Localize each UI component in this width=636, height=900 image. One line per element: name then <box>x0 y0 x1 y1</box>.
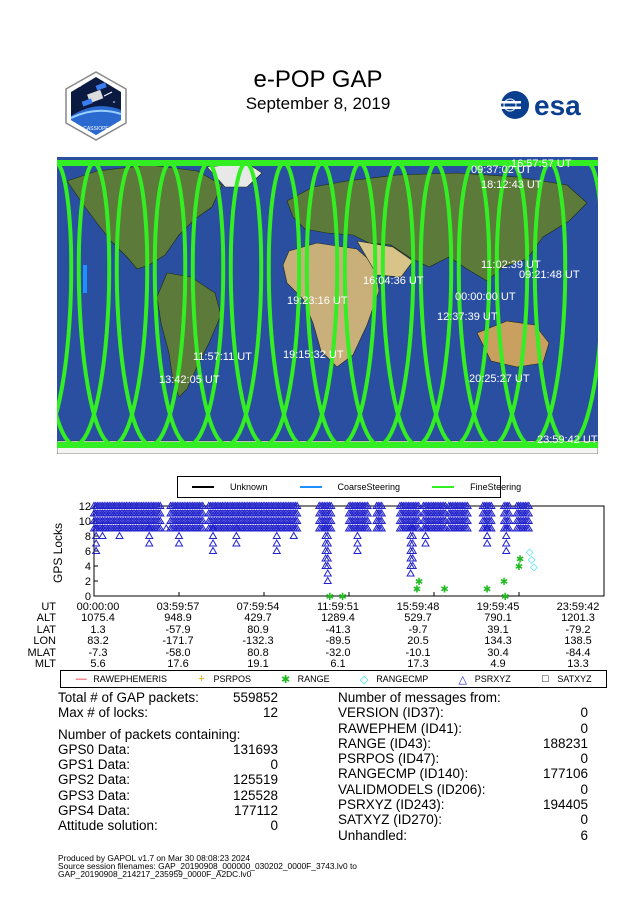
psrxyz-point <box>290 533 297 539</box>
psrxyz-point <box>354 533 361 539</box>
stat-label: GPS1 Data: <box>58 757 131 773</box>
psrxyz-point <box>210 548 217 554</box>
stat-value: 177106 <box>542 766 588 782</box>
orbit-cell: 1075.4 <box>81 612 115 625</box>
orbit-cell: 1201.3 <box>561 612 595 625</box>
legend-label-coarse: CoarseSteering <box>337 482 401 492</box>
legend-label-fine: FineSteering <box>470 482 522 492</box>
stat-value: 177112 <box>233 803 278 819</box>
stat-row <box>338 705 588 720</box>
orbit-cell: -57.9 <box>165 623 191 636</box>
psrxyz-marker-icon: △ <box>458 673 467 686</box>
psrxyz-point <box>176 540 183 546</box>
stat-label: GPS4 Data: <box>58 803 131 819</box>
psrxyz-point <box>422 533 429 539</box>
orbit-cell: 5.6 <box>90 657 106 670</box>
orbit-cell: 23:59:42 <box>556 601 600 613</box>
time-label: 19:23:16 UT <box>287 295 348 307</box>
psrxyz-point <box>324 570 331 576</box>
psrxyz-point <box>210 540 217 546</box>
orbit-cell: 17.3 <box>407 657 429 670</box>
stat-row <box>338 751 588 766</box>
stat-value: 125528 <box>232 787 278 803</box>
orbit-map <box>57 157 598 454</box>
stat-row <box>58 757 278 772</box>
rawephemeris-marker-icon: — <box>75 673 87 685</box>
satxyz-marker-icon: □ <box>542 673 549 685</box>
orbit-cell: -58.0 <box>165 646 191 659</box>
stat-value: 194405 <box>542 797 588 813</box>
legend-item-range <box>280 673 330 686</box>
orbit-parameter-table <box>20 602 618 670</box>
stat-label: GPS0 Data: <box>58 741 131 757</box>
legend-item-rawephemeris <box>75 673 167 685</box>
chart-marks <box>91 503 539 604</box>
legend-item-unknown <box>192 482 268 492</box>
orbit-cell: 80.9 <box>247 623 269 636</box>
orbit-cell: 30.4 <box>487 646 509 659</box>
range-point: ✱ <box>515 554 525 566</box>
legend-label-rawephemeris: RAWEPHEMERIS <box>93 674 167 684</box>
stat-value: 0 <box>580 720 588 736</box>
rangecmp-marker-icon: ◇ <box>359 673 369 686</box>
legend-label-range: RANGE <box>297 674 330 684</box>
range-point: ✱ <box>414 577 424 588</box>
stat-row <box>338 736 588 751</box>
psrxyz-point <box>210 533 217 539</box>
legend-label-unknown: Unknown <box>230 482 268 492</box>
orbit-cell: 19.1 <box>247 657 269 670</box>
page-date: September 8, 2019 <box>245 94 391 113</box>
footer <box>58 854 357 879</box>
orbit-cell: 1.3 <box>90 623 106 636</box>
orbit-cell: 429.7 <box>244 612 272 625</box>
legend-label-satxyz: SATXYZ <box>557 674 592 684</box>
range-point: ✱ <box>325 592 335 603</box>
y-tick-label: 4 <box>84 561 91 573</box>
time-label: 18:12:43 UT <box>481 179 542 191</box>
stat-value: 0 <box>270 818 278 834</box>
orbit-cell: -89.5 <box>325 635 351 648</box>
orbit-cell: 4.9 <box>490 657 506 670</box>
psrxyz-point <box>484 540 491 546</box>
psrxyz-point <box>116 533 123 539</box>
orbit-cell: 138.5 <box>564 635 592 648</box>
footer-produced-by: Produced by GAPOL v1.7 on Mar 30 08:08:23 2024 <box>58 853 250 863</box>
psrxyz-point <box>176 533 183 539</box>
stat-row <box>58 705 278 720</box>
time-label: 23:59:42 UT <box>537 434 598 446</box>
range-point: ✱ <box>514 562 524 573</box>
orbit-cell: 1289.4 <box>321 612 355 625</box>
orbit-cell: 03:59:57 <box>156 601 200 613</box>
orbit-cell: 17.6 <box>167 657 189 670</box>
legend-item-psrxyz <box>457 673 511 686</box>
psrxyz-point <box>354 548 361 554</box>
stat-label: Number of packets containing: <box>58 726 241 742</box>
stat-row <box>58 818 278 833</box>
page-title: e-POP GAP <box>253 66 383 93</box>
stat-label: Attitude solution: <box>58 818 158 834</box>
stat-label: Number of messages from: <box>338 690 501 705</box>
psrxyz-point <box>233 540 240 546</box>
orbit-cell: -7.3 <box>88 646 108 659</box>
steering-legend <box>177 476 522 498</box>
orbit-row-label: MLT <box>34 657 56 670</box>
gps-locks-chart <box>50 500 610 610</box>
legend-item-rangecmp <box>358 673 428 686</box>
orbit-cell: 11:59:51 <box>316 601 359 613</box>
psrxyz-point <box>99 533 106 539</box>
stat-label: RAWEPHEM (ID41): <box>338 720 463 736</box>
orbit-cell: 07:59:54 <box>236 601 280 613</box>
stat-label: RANGECMP (ID140): <box>338 766 469 782</box>
legend-item-coarse <box>300 482 401 492</box>
legend-line-unknown <box>192 486 214 488</box>
stat-label: SATXYZ (ID270): <box>338 812 443 828</box>
time-label: 11:57:11 UT <box>193 351 252 363</box>
orbit-cell: 80.8 <box>247 646 269 659</box>
orbit-cell: 134.3 <box>484 635 512 648</box>
stat-label: GPS2 Data: <box>58 772 131 788</box>
stat-row <box>338 797 588 812</box>
psrxyz-point <box>354 540 361 546</box>
psrxyz-point <box>484 533 491 539</box>
rangecmp-point: ◇ <box>527 554 536 566</box>
stat-row <box>338 690 588 705</box>
stat-label: Max # of locks: <box>58 705 149 721</box>
orbit-row-label: UT <box>41 601 56 613</box>
psrxyz-point <box>233 533 240 539</box>
orbit-cell: 948.9 <box>164 612 192 625</box>
orbit-cell: -79.2 <box>565 623 591 636</box>
orbit-cell: 6.1 <box>330 657 346 670</box>
psrxyz-point <box>324 578 331 584</box>
psrxyz-point <box>273 540 280 546</box>
stat-label: VALIDMODELS (ID206): <box>338 781 486 797</box>
y-tick-label: 12 <box>78 501 91 513</box>
stat-value: 0 <box>580 751 588 767</box>
time-label: 16:04:36 UT <box>363 275 424 287</box>
time-label: 13:42:05 UT <box>159 374 220 386</box>
stat-label: PSRPOS (ID47): <box>338 751 440 767</box>
time-label: 19:15:32 UT <box>283 349 344 361</box>
legend-line-fine <box>432 486 454 488</box>
range-point: ✱ <box>412 584 422 596</box>
psrxyz-point <box>422 540 429 546</box>
stat-row <box>338 782 588 797</box>
psrxyz-point <box>146 540 153 546</box>
psrxyz-point <box>503 533 510 539</box>
orbit-row-lon <box>20 636 618 647</box>
time-label: 16:57:57 UT <box>511 158 572 170</box>
orbit-cell: -171.7 <box>162 635 194 648</box>
legend-item-fine <box>432 482 521 492</box>
orbit-cell: 20.5 <box>407 635 429 648</box>
stat-label: RANGE (ID43): <box>338 735 432 751</box>
time-label: 09:21:48 UT <box>519 269 580 281</box>
y-tick-label: 6 <box>84 546 91 558</box>
stat-row <box>58 690 278 705</box>
orbit-cell: 13.3 <box>567 657 589 670</box>
stat-label: GPS3 Data: <box>58 787 131 803</box>
stat-value: 0 <box>580 781 588 797</box>
orbit-cell: -132.3 <box>242 635 274 648</box>
stat-row <box>58 788 278 803</box>
orbit-row-alt <box>20 613 618 624</box>
time-label: 12:37:39 UT <box>437 311 498 323</box>
psrxyz-point <box>407 570 414 576</box>
stat-row <box>58 803 278 818</box>
stat-row <box>58 727 278 742</box>
y-tick-label: 0 <box>84 591 91 603</box>
footer-source-files-2: GAP_20190908_214217_235959_0000F_A2DC.lv0 <box>58 869 252 880</box>
psrxyz-point <box>146 533 153 539</box>
orbit-row-label: LAT <box>36 623 56 636</box>
legend-label-psrxyz: PSRXYZ <box>474 674 511 684</box>
packet-stats <box>58 690 278 834</box>
rangecmp-point: ◇ <box>530 562 538 573</box>
legend-label-rangecmp: RANGECMP <box>376 674 429 684</box>
stat-value: 6 <box>580 827 588 843</box>
stat-label: Total # of GAP packets: <box>58 690 199 705</box>
stat-value: 0 <box>580 812 588 828</box>
y-tick-label: 10 <box>78 516 91 528</box>
time-label: 11:02:39 UT <box>481 259 541 271</box>
time-label: 09:37:02 UT <box>471 164 532 176</box>
orbit-cell: 83.2 <box>87 635 109 648</box>
legend-line-coarse <box>300 486 322 488</box>
range-point: ✱ <box>499 577 509 588</box>
y-tick-label: 8 <box>84 531 91 543</box>
orbit-cell: 00:00:00 <box>76 601 120 613</box>
psrxyz-point <box>503 548 510 554</box>
cassiope-logo-text: CASSIOPE <box>83 126 109 132</box>
psrpos-marker-icon: + <box>198 673 205 685</box>
legend-item-satxyz <box>539 673 591 685</box>
stat-row <box>338 721 588 736</box>
stat-label: PSRXYZ (ID243): <box>338 797 445 813</box>
rangecmp-point: ◇ <box>525 547 534 558</box>
orbit-cell: 529.7 <box>404 612 432 625</box>
stat-row <box>338 812 588 827</box>
stat-value: 12 <box>262 705 278 721</box>
range-point: ✱ <box>338 592 347 603</box>
orbit-row-lat <box>20 625 618 636</box>
stat-value: 559852 <box>232 690 278 705</box>
stat-row <box>338 766 588 781</box>
stat-row <box>338 828 588 843</box>
time-label: 20:25:27 UT <box>469 373 530 385</box>
y-axis-label: GPS Locks <box>51 522 65 584</box>
orbit-row-label: LON <box>33 635 56 648</box>
y-tick-label: 2 <box>84 576 91 588</box>
stat-label: Unhandled: <box>338 827 408 843</box>
range-marker-icon: ✱ <box>281 673 291 686</box>
stat-label: VERSION (ID37): <box>338 705 444 721</box>
time-label: 00:00:00 UT <box>455 291 516 303</box>
orbit-row-label: ALT <box>36 612 56 625</box>
stat-row <box>58 742 278 757</box>
orbit-row-mlt <box>20 659 618 670</box>
legend-label-psrpos: PSRPOS <box>213 674 252 684</box>
orbit-cell: -84.4 <box>565 646 591 659</box>
esa-logo <box>498 86 598 124</box>
range-point: ✱ <box>482 584 492 596</box>
cassiope-logo <box>60 70 132 142</box>
stat-value: 0 <box>580 705 588 721</box>
orbit-row-label: MLAT <box>27 646 56 659</box>
stat-value: 125519 <box>232 772 278 788</box>
orbit-cell: 790.1 <box>484 612 512 625</box>
orbit-row-mlat <box>20 648 618 659</box>
psrxyz-point <box>273 533 280 539</box>
stat-value: 131693 <box>232 741 278 757</box>
stat-row <box>58 772 278 787</box>
range-point: ✱ <box>500 592 510 603</box>
orbit-cell: -10.1 <box>405 646 431 659</box>
psrxyz-point <box>273 548 280 554</box>
orbit-cell: -9.7 <box>408 623 428 636</box>
range-point: ✱ <box>440 584 449 596</box>
stat-value: 0 <box>270 757 278 773</box>
orbit-cell: 39.1 <box>487 623 509 636</box>
psrxyz-point <box>503 540 510 546</box>
message-stats <box>338 690 588 843</box>
measurement-legend <box>60 670 607 688</box>
orbit-cell: -32.0 <box>325 646 351 659</box>
footer-source-files: Source session filenames: GAP_20190908_000000_030202_0000F_3743.lv0 to <box>58 861 357 872</box>
orbit-cell: 15:59:48 <box>396 601 440 613</box>
stat-value: 188231 <box>542 735 588 751</box>
orbit-cell: -41.3 <box>325 623 351 636</box>
orbit-cell: 19:59:45 <box>476 601 520 613</box>
legend-item-psrpos <box>196 673 252 685</box>
esa-logo-text: esa <box>534 90 581 121</box>
